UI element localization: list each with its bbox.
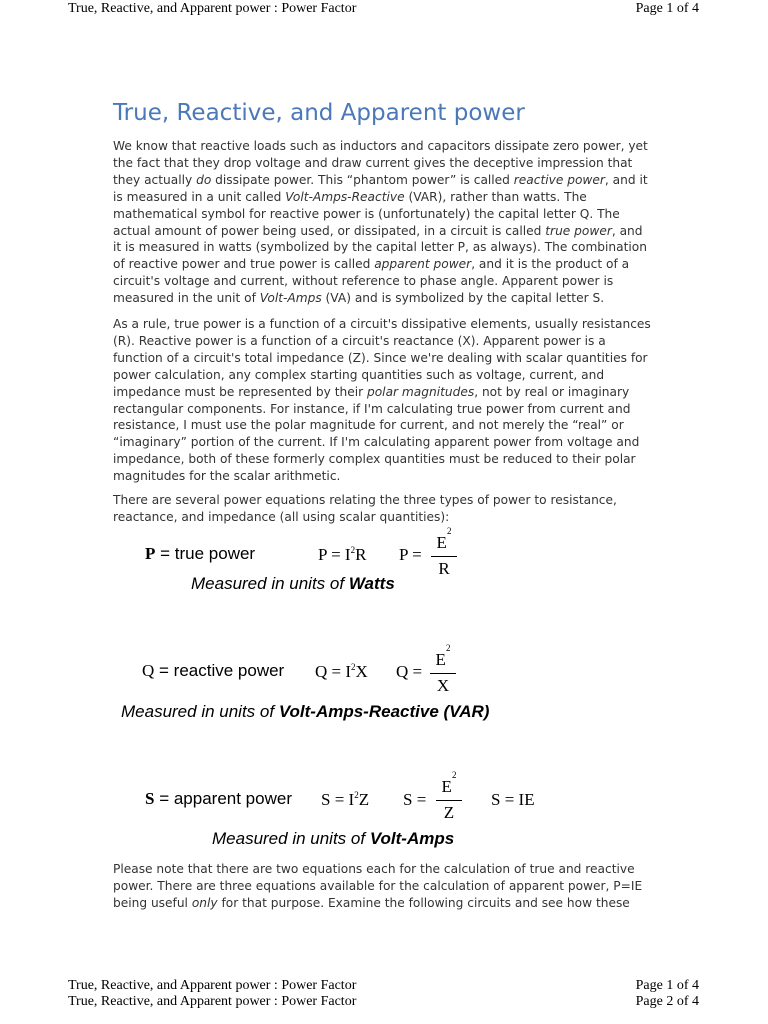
paragraph-reactive-power [113,138,658,307]
true-power-units [191,574,395,594]
emphasis-text: do [196,172,212,187]
text-line [113,189,658,206]
true-power-eq-voltage-label: P = [399,545,422,564]
text-segment: measured in the unit of [113,291,260,306]
text-line [113,223,658,240]
fraction-bar [436,800,462,801]
text-line: power calculation, any complex starting quantities such as voltage, current, and [113,367,605,382]
text-line: Please note that there are two equations each for the calculation of true and reactive [113,862,635,876]
text-line: “imaginary” portion of the current. If I'm calculating apparent power from voltage and [113,435,640,450]
fraction-denominator: Z [443,803,455,822]
apparent-power-symbol: S [145,789,155,808]
reactive-power-symbol: Q [142,661,155,680]
text-segment: for that purpose. Examine the following circuits and see how these [217,895,630,910]
header-title: True, Reactive, and Apparent power : Power Factor [68,1,357,16]
text-segment: being useful [113,895,192,910]
true-power-eq-current [318,545,366,565]
apparent-power-name: = apparent power [154,789,292,808]
eq-sup: 2 [350,545,356,555]
text-line [113,172,658,189]
text-segment: (VAR), rather than watts. The [404,189,587,204]
text-segment: dissipate power. This “phantom power” is called [211,172,514,187]
fraction-numerator [429,526,459,553]
eq-lhs: S = I [321,790,355,809]
numerator-base: E [436,533,447,552]
true-power-fraction [429,526,459,581]
text-segment: is measured in a unit called [113,189,286,204]
article-title: True, Reactive, and Apparent power [113,100,525,126]
units-prefix: Measured in units of [121,702,279,721]
text-line [113,256,658,273]
text-line: reactance, and impedance (all using scalar quantities): [113,509,450,524]
text-line: it is measured in watts (symbolized by the capital letter P, as always). The combination [113,240,647,255]
text-line: There are several power equations relating the three types of power to resistance, [113,493,617,507]
page-footer-2 [0,994,768,1012]
text-line [113,895,658,912]
apparent-power-fraction [434,770,464,825]
numerator-base: E [441,777,452,796]
text-segment: of reactive power and true power is called [113,257,375,272]
units-name: Volt-Amps [369,829,455,848]
fraction-numerator [428,643,458,670]
true-power-definition [145,544,255,564]
paragraph-power-functions [113,316,658,485]
text-line: We know that reactive loads such as inductors and capacitors dissipate zero power, yet [113,139,648,153]
emphasis-text: Volt-Amps-Reactive [285,189,405,204]
reactive-power-eq-current [315,662,368,682]
text-segment: actual amount of power being used, or dissipated, in a circuit is called [113,223,546,238]
paragraph-equation-notes [113,861,658,912]
emphasis-text: only [191,895,218,910]
apparent-power-definition [145,789,292,809]
units-name: Volt-Amps-Reactive (VAR) [278,702,490,721]
numerator-sup: 2 [451,770,457,781]
text-line: impedance, both of these formerly complex quantities must be reduced to their polar [113,452,636,467]
text-segment: , not by real or imaginary [474,384,630,399]
text-line: resistance, I must use the polar magnitude for current, and not merely the “real” or [113,418,624,433]
fraction-bar [431,556,457,557]
emphasis-text: apparent power [374,257,472,272]
reactive-power-name: = reactive power [154,661,285,680]
numerator-sup: 2 [445,643,451,654]
apparent-power-eq-current-voltage: S = IE [491,790,535,809]
units-prefix: Measured in units of [191,574,349,593]
text-line: mathematical symbol for reactive power is (unfortunately) the capital letter Q. The [113,206,620,221]
reactive-power-fraction [428,643,458,698]
fraction-numerator [434,770,464,797]
text-line: rectangular components. For instance, if I'm calculating true power from current and [113,401,631,416]
numerator-sup: 2 [446,526,452,537]
footer-page-number-1: Page 1 of 4 [635,978,699,993]
text-segment: , and [611,223,643,238]
footer-page-number-2: Page 2 of 4 [635,994,699,1009]
eq-lhs: P = I [318,545,351,564]
reactive-power-eq-voltage-label: Q = [396,662,423,681]
eq-rhs: Z [358,790,370,809]
emphasis-text: Volt-Amps [259,291,322,306]
text-segment: , and it [604,172,648,187]
text-segment: (VA) and is symbolized by the capital letter S. [321,291,605,306]
text-line: As a rule, true power is a function of a circuit's dissipative elements, usually resistances [113,317,651,331]
apparent-power-units [212,829,454,849]
apparent-power-eq-voltage-label: S = [403,790,427,809]
text-segment: impedance must be represented by their [113,384,367,399]
emphasis-text: polar magnitudes [366,384,475,399]
fraction-denominator: X [436,676,450,695]
text-segment: they actually [113,172,197,187]
units-name: Watts [348,574,395,593]
eq-sup: 2 [354,790,359,800]
fraction-denominator: R [438,559,450,578]
emphasis-text: reactive power [513,172,605,187]
true-power-name: = true power [155,544,256,563]
text-line [113,384,658,401]
header-page-number: Page 1 of 4 [635,1,699,16]
eq-rhs: X [355,662,368,681]
eq-sup: 2 [351,662,356,672]
text-segment: , and it is the product of a [471,257,630,272]
numerator-base: E [435,650,446,669]
fraction-bar [430,673,456,674]
text-line: the fact that they drop voltage and draw current gives the deceptive impression that [113,155,633,170]
units-prefix: Measured in units of [212,829,370,848]
emphasis-text: true power [545,223,612,238]
text-line: (R). Reactive power is a function of a circuit's reactance (X). Apparent power is a [113,333,606,348]
eq-lhs: Q = I [315,662,352,681]
text-line [113,290,658,307]
text-line: circuit's voltage and current, without reference to phase angle. Apparent power is [113,274,614,289]
reactive-power-units [121,702,489,722]
footer-title-1: True, Reactive, and Apparent power : Power Factor [68,978,357,993]
text-line: magnitudes for the scalar arithmetic. [113,469,341,484]
page-header [0,1,768,19]
reactive-power-definition [142,661,284,681]
text-line: function of a circuit's total impedance (Z). Since we're dealing with scalar quantities for [113,350,648,365]
apparent-power-eq-current [321,790,369,810]
true-power-symbol: P [145,544,156,563]
eq-rhs: R [355,545,367,564]
text-line: power. There are three equations available for the calculation of apparent power, P=IE [113,878,643,893]
footer-title-2: True, Reactive, and Apparent power : Power Factor [68,994,357,1009]
paragraph-power-equations-intro [113,492,658,526]
